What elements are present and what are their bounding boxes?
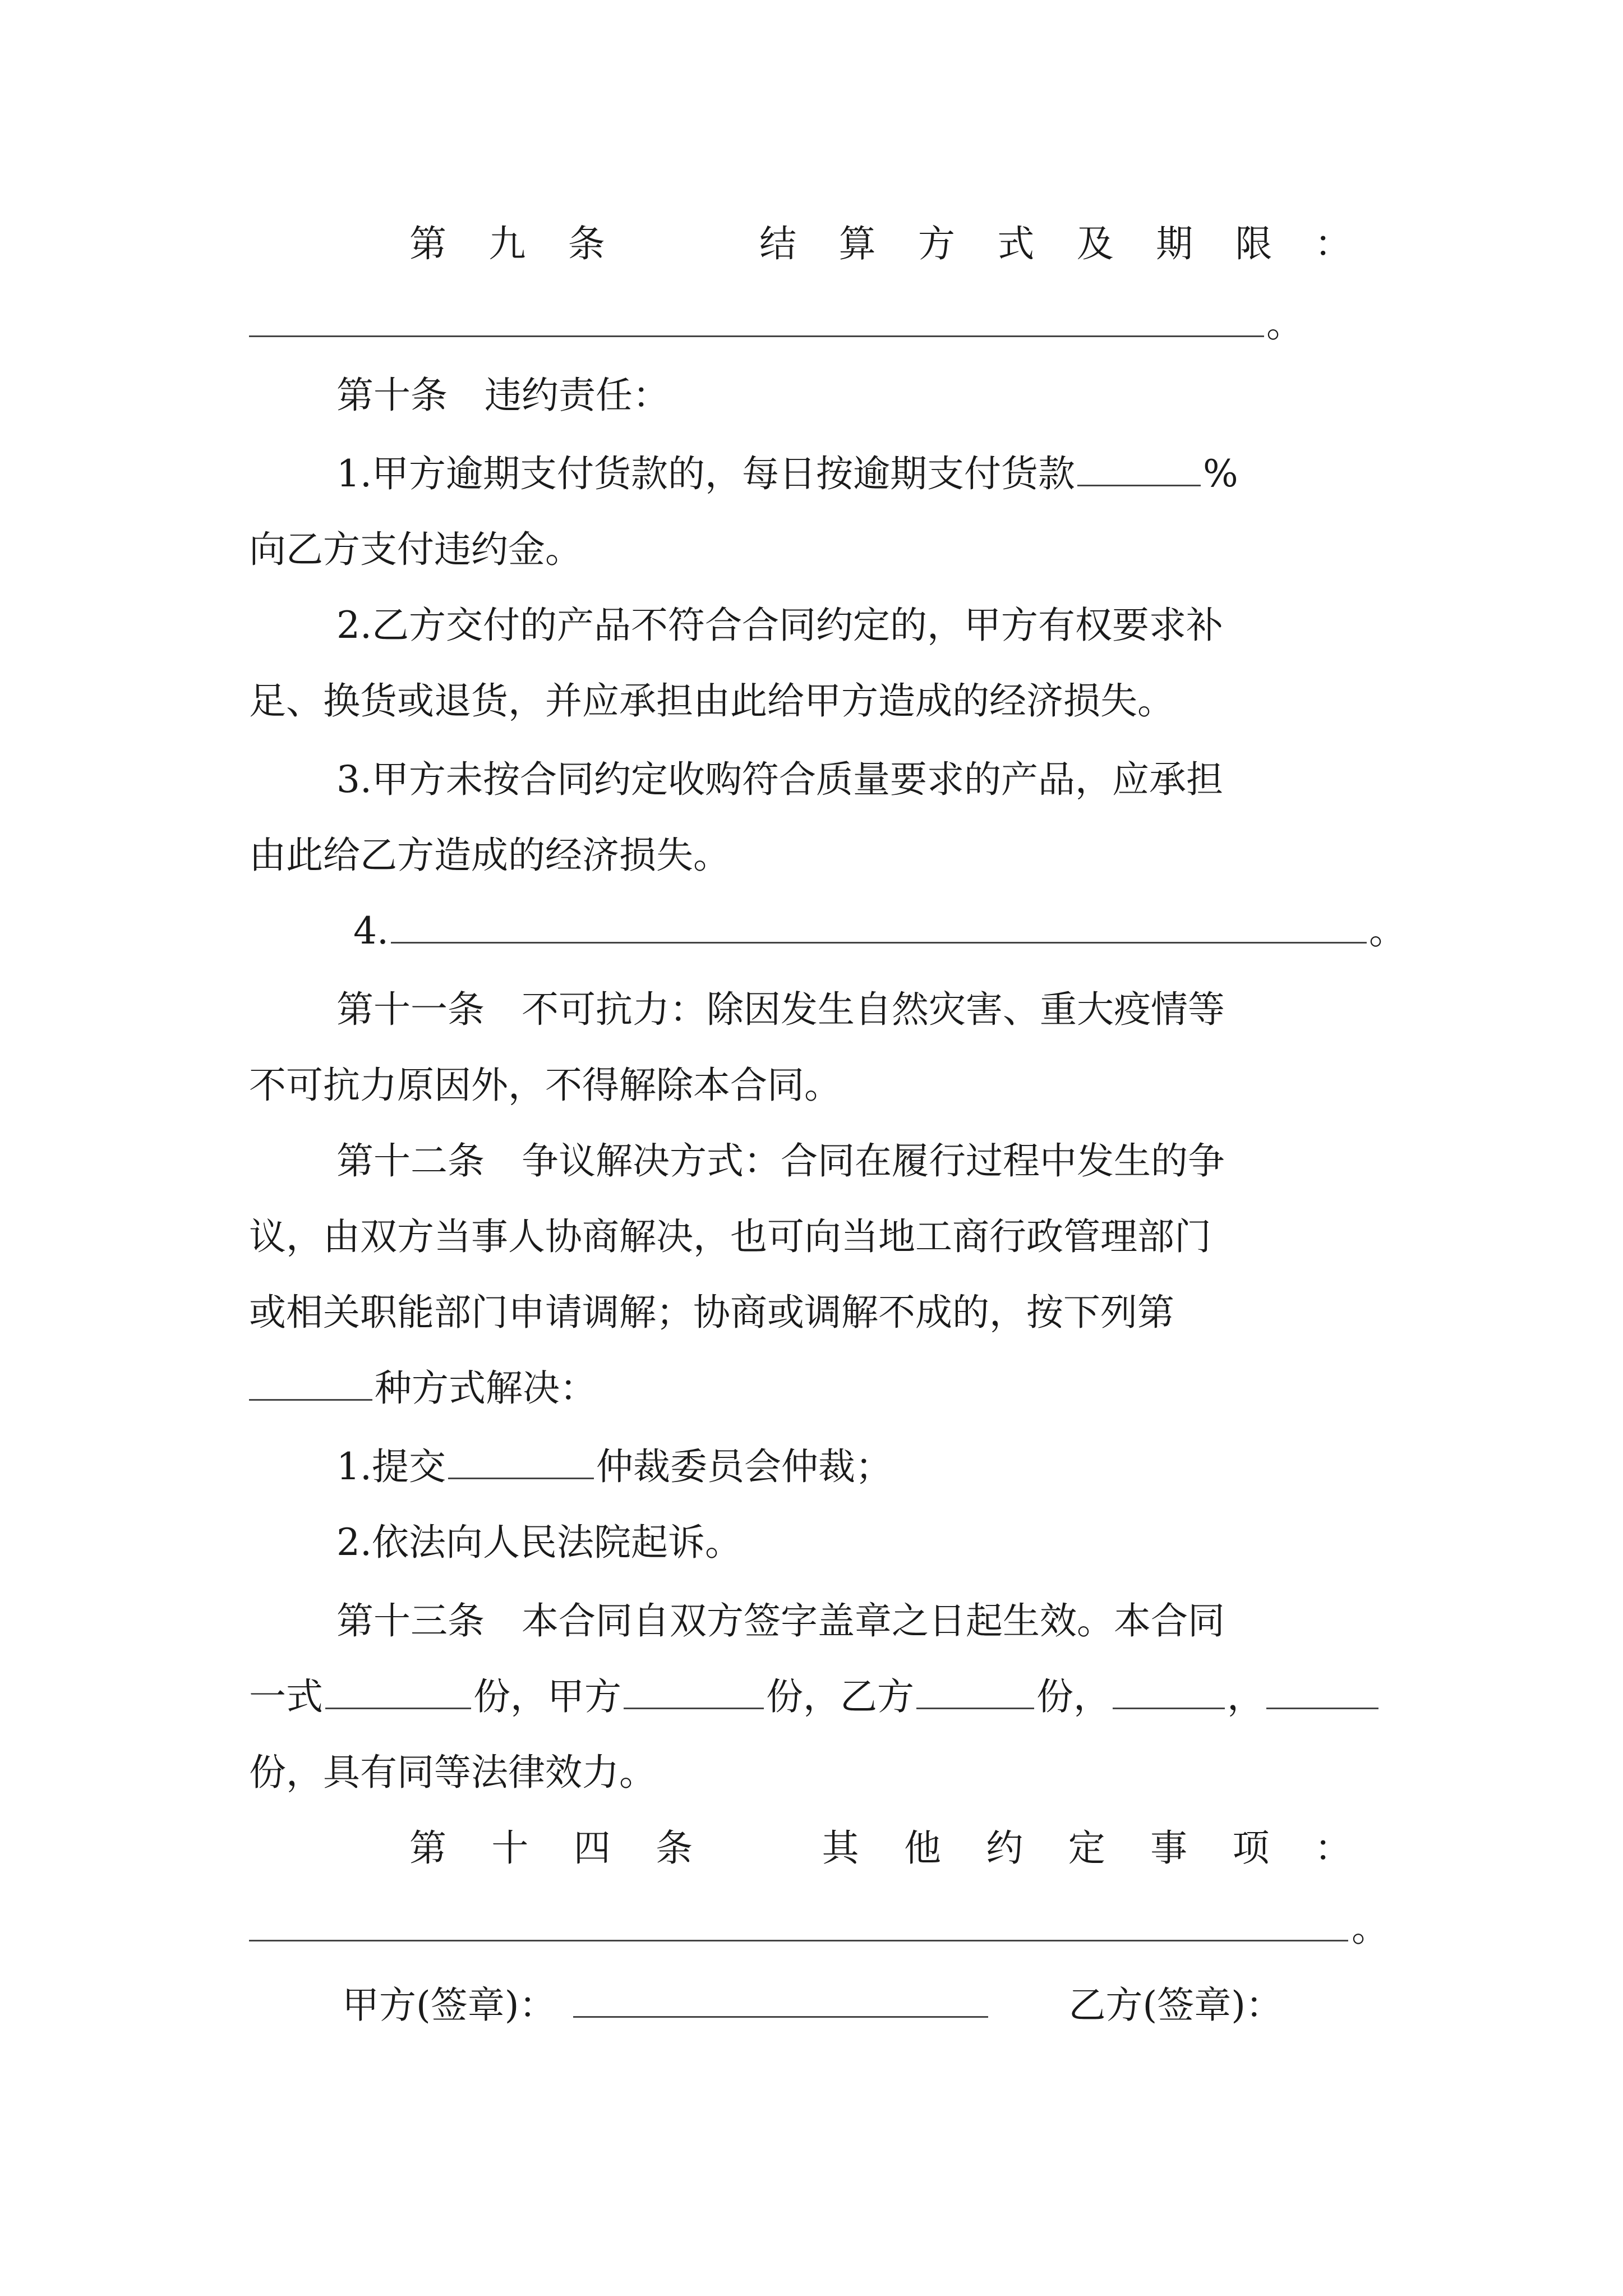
article14-char: 四 [573, 1826, 611, 1870]
article13-text-b: 份，甲方 [473, 1675, 621, 1718]
article10-item4 [353, 903, 1419, 959]
article14-blank-line[interactable] [249, 1940, 1348, 1941]
penalty-percent-blank[interactable] [1077, 450, 1201, 486]
article9-char: 式 [997, 222, 1035, 265]
article10-item3-line1: 3.甲方未按合同约定收购符合质量要求的产品，应承担 [336, 758, 1223, 801]
option1-text-b: 仲裁委员会仲裁； [596, 1445, 892, 1488]
copies-total-blank[interactable] [325, 1673, 471, 1709]
party-a-signature-blank[interactable] [573, 1981, 988, 2018]
article14-char: 事 [1150, 1826, 1188, 1870]
article9-char: 算 [838, 222, 876, 265]
article10-item1-line1 [336, 446, 1399, 502]
dispute-option-blank[interactable] [249, 1364, 372, 1401]
article13-text-a: 一式 [249, 1675, 323, 1718]
signature-row [342, 1977, 1408, 2033]
article14-char: 其 [822, 1826, 859, 1870]
article14-heading [409, 1820, 1352, 1876]
article13-text-d: 份， [1036, 1675, 1110, 1718]
copies-other-count-blank[interactable] [1266, 1673, 1378, 1709]
article14-char: 第 [409, 1826, 446, 1870]
article9-char: 及 [1076, 222, 1114, 265]
article9-char: 条 [568, 222, 605, 265]
party-b-signature-label: 乙方(签章)： [1068, 1984, 1283, 2027]
article9-blank-line[interactable] [249, 335, 1264, 337]
article14-char: 他 [903, 1826, 941, 1870]
article12-line1: 第十二条 争议解决方式：合同在履行过程中发生的争 [336, 1139, 1225, 1182]
article9-char: 第 [409, 222, 446, 265]
article13-text-c: 份，乙方 [766, 1675, 914, 1718]
percent-sign: % [1202, 452, 1238, 495]
item4-blank[interactable] [391, 907, 1367, 944]
option1-text-a: 1.提交 [336, 1445, 446, 1488]
article9-char: 期 [1156, 222, 1193, 265]
copies-party-a-blank[interactable] [624, 1673, 764, 1709]
article13-line2 [249, 1669, 1399, 1725]
article11-line1: 第十一条 不可抗力：除因发生自然灾害、重大疫情等 [336, 988, 1225, 1031]
article14-char: ： [1314, 1826, 1352, 1870]
item4-number: 4. [353, 909, 389, 953]
article14-end: 。 [1352, 1907, 1389, 1950]
article14-char: 定 [1068, 1826, 1105, 1870]
article9-end: 。 [1266, 302, 1303, 346]
article10-item2-line2: 足、换货或退货，并应承担由此给甲方造成的经济损失。 [249, 679, 1174, 723]
article10-item1-line2: 向乙方支付违约金。 [249, 528, 582, 571]
article13-line1: 第十三条 本合同自双方签字盖章之日起生效。本合同 [336, 1599, 1225, 1642]
copies-other-holder-blank[interactable] [1113, 1673, 1225, 1709]
article10-heading: 第十条 违约责任： [336, 374, 670, 417]
item4-end: 。 [1368, 909, 1406, 953]
article12-line3: 或相关职能部门申请调解；协商或调解不成的，按下列第 [249, 1291, 1174, 1334]
article13-text-e: ， [1227, 1675, 1264, 1718]
arbitration-committee-blank[interactable] [448, 1443, 594, 1479]
article10-item3-line2: 由此给乙方造成的经济损失。 [249, 834, 730, 877]
article14-char: 项 [1232, 1826, 1270, 1870]
article10-item2-line1: 2.乙方交付的产品不符合合同约定的，甲方有权要求补 [336, 604, 1223, 647]
article14-char: 十 [491, 1826, 529, 1870]
article12-line4-text: 种方式解决： [375, 1366, 597, 1410]
article12-option2: 2.依法向人民法院起诉。 [336, 1521, 742, 1564]
copies-party-b-blank[interactable] [916, 1673, 1034, 1709]
article14-char: 约 [986, 1826, 1023, 1870]
article12-line4 [249, 1360, 1399, 1416]
article14-char: 条 [656, 1826, 693, 1870]
article11-line2: 不可抗力原因外，不得解除本合同。 [249, 1064, 841, 1107]
article9-char: ： [1314, 222, 1352, 265]
party-a-signature-label: 甲方(签章)： [342, 1984, 556, 2027]
article9-heading [409, 216, 1352, 272]
article10-item1-text: 1.甲方逾期支付货款的，每日按逾期支付货款 [336, 452, 1075, 495]
article9-char: 方 [917, 222, 955, 265]
article12-option1 [336, 1439, 1399, 1495]
article13-line3: 份，具有同等法律效力。 [249, 1751, 656, 1794]
article12-line2: 议，由双方当事人协商解决，也可向当地工商行政管理部门 [249, 1215, 1211, 1258]
article9-char: 结 [759, 222, 797, 265]
article9-char: 九 [488, 222, 526, 265]
article9-char: 限 [1235, 222, 1272, 265]
